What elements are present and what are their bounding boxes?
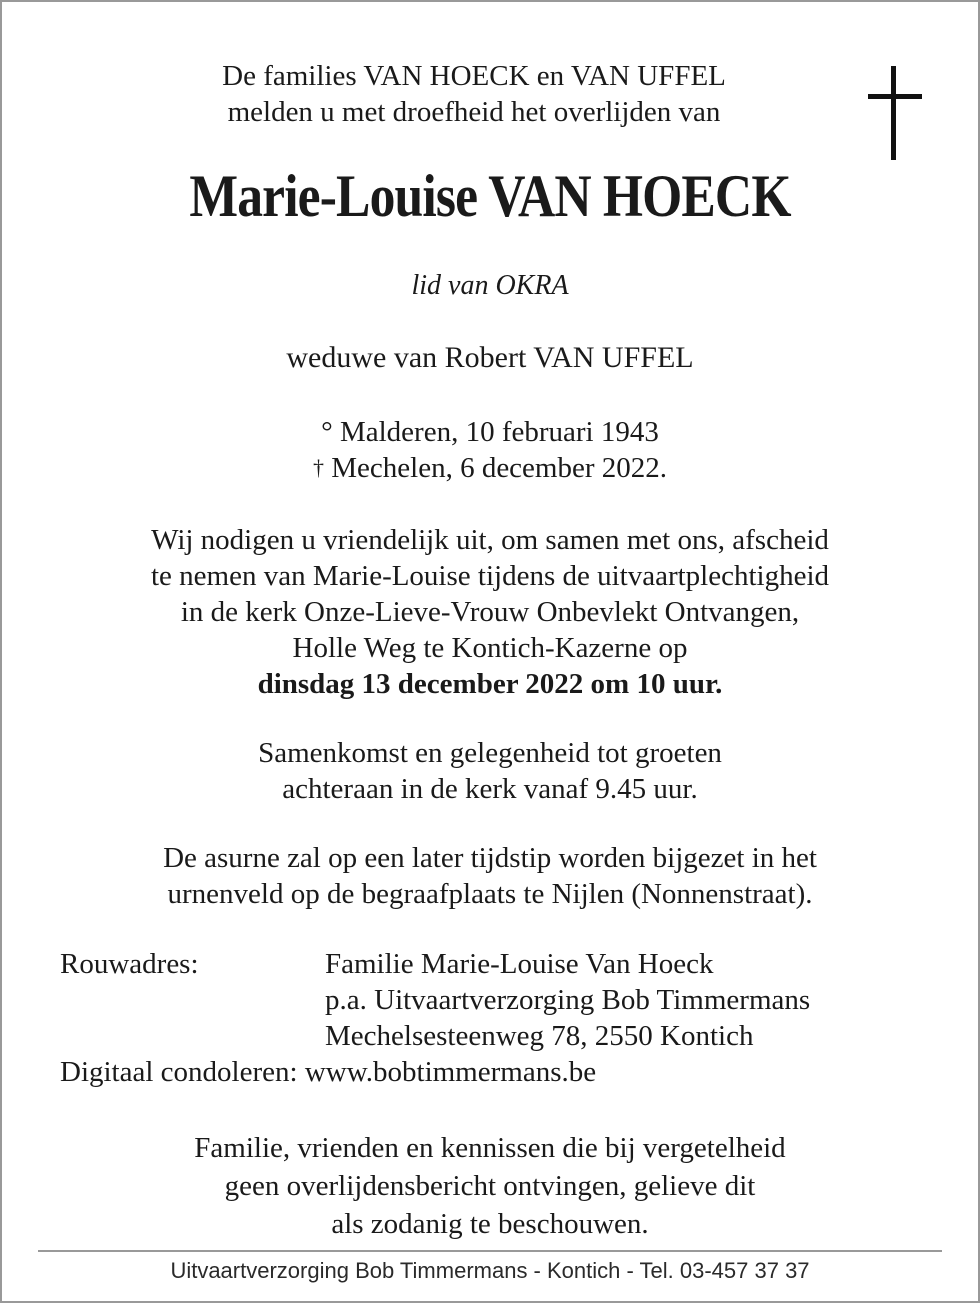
closing-line-1: Familie, vrienden en kennissen die bij vergetelheid xyxy=(194,1132,786,1164)
cross-icon-horizontal xyxy=(868,94,922,99)
address-line-3: Mechelsesteenweg 78, 2550 Kontich xyxy=(325,1020,754,1052)
funeral-date-time: dinsdag 13 december 2022 om 10 uur. xyxy=(257,668,723,700)
deceased-name: Marie-Louise VAN HOECK xyxy=(189,163,791,229)
widow-of: weduwe van Robert VAN UFFEL xyxy=(286,341,694,374)
invitation-line-4: Holle Weg te Kontich-Kazerne op xyxy=(292,632,688,664)
small-cross-icon: † xyxy=(312,455,324,480)
membership: lid van OKRA xyxy=(411,270,569,301)
death-line xyxy=(2,450,978,486)
closing-line-2: geen overlijdensbericht ontvingen, gelieve dit xyxy=(224,1170,756,1202)
funeral-invitation xyxy=(2,522,978,702)
invitation-line-2: te nemen van Marie-Louise tijdens de uitvaartplechtigheid xyxy=(150,560,830,592)
death-text: Mechelen, 6 december 2022. xyxy=(323,452,668,484)
footer-divider xyxy=(38,1250,942,1252)
life-dates xyxy=(2,414,978,486)
closing-line-3: als zodanig te beschouwen. xyxy=(331,1208,649,1240)
gathering-info xyxy=(2,735,978,807)
address-line-2: p.a. Uitvaartverzorging Bob Timmermans xyxy=(325,984,811,1016)
invitation-line-3: in de kerk Onze-Lieve-Vrouw Onbevlekt Ontvangen, xyxy=(180,596,800,628)
address-lines xyxy=(325,946,810,1054)
urn-info xyxy=(2,840,978,912)
cross-icon-vertical xyxy=(891,66,896,160)
cross-icon xyxy=(868,66,922,160)
urn-line-2: urnenveld op de begraafplaats te Nijlen (Nonnenstraat). xyxy=(167,878,813,910)
digital-condolence xyxy=(60,1054,596,1090)
intro-line-1: De families VAN HOECK en VAN UFFEL xyxy=(222,60,726,92)
intro-text xyxy=(0,58,962,130)
intro-line-2: melden u met droefheid het overlijden van xyxy=(227,96,721,128)
condole-link[interactable]: www.bobtimmermans.be xyxy=(304,1056,597,1088)
gathering-line-2: achteraan in de kerk vanaf 9.45 uur. xyxy=(282,773,698,805)
address-line-1: Familie Marie-Louise Van Hoeck xyxy=(325,948,714,980)
urn-line-1: De asurne zal op een later tijdstip worden bijgezet in het xyxy=(163,842,817,874)
condole-label: Digitaal condoleren: xyxy=(60,1056,298,1088)
address-label: Rouwadres: xyxy=(60,948,199,980)
closing-note xyxy=(2,1129,978,1243)
invitation-line-1: Wij nodigen u vriendelijk uit, om samen met ons, afscheid xyxy=(151,524,829,556)
gathering-line-1: Samenkomst en gelegenheid tot groeten xyxy=(258,737,722,769)
birth-line: ° Malderen, 10 februari 1943 xyxy=(321,416,659,448)
footer-text: Uitvaartverzorging Bob Timmermans - Kontich - Tel. 03-457 37 37 xyxy=(170,1258,810,1283)
